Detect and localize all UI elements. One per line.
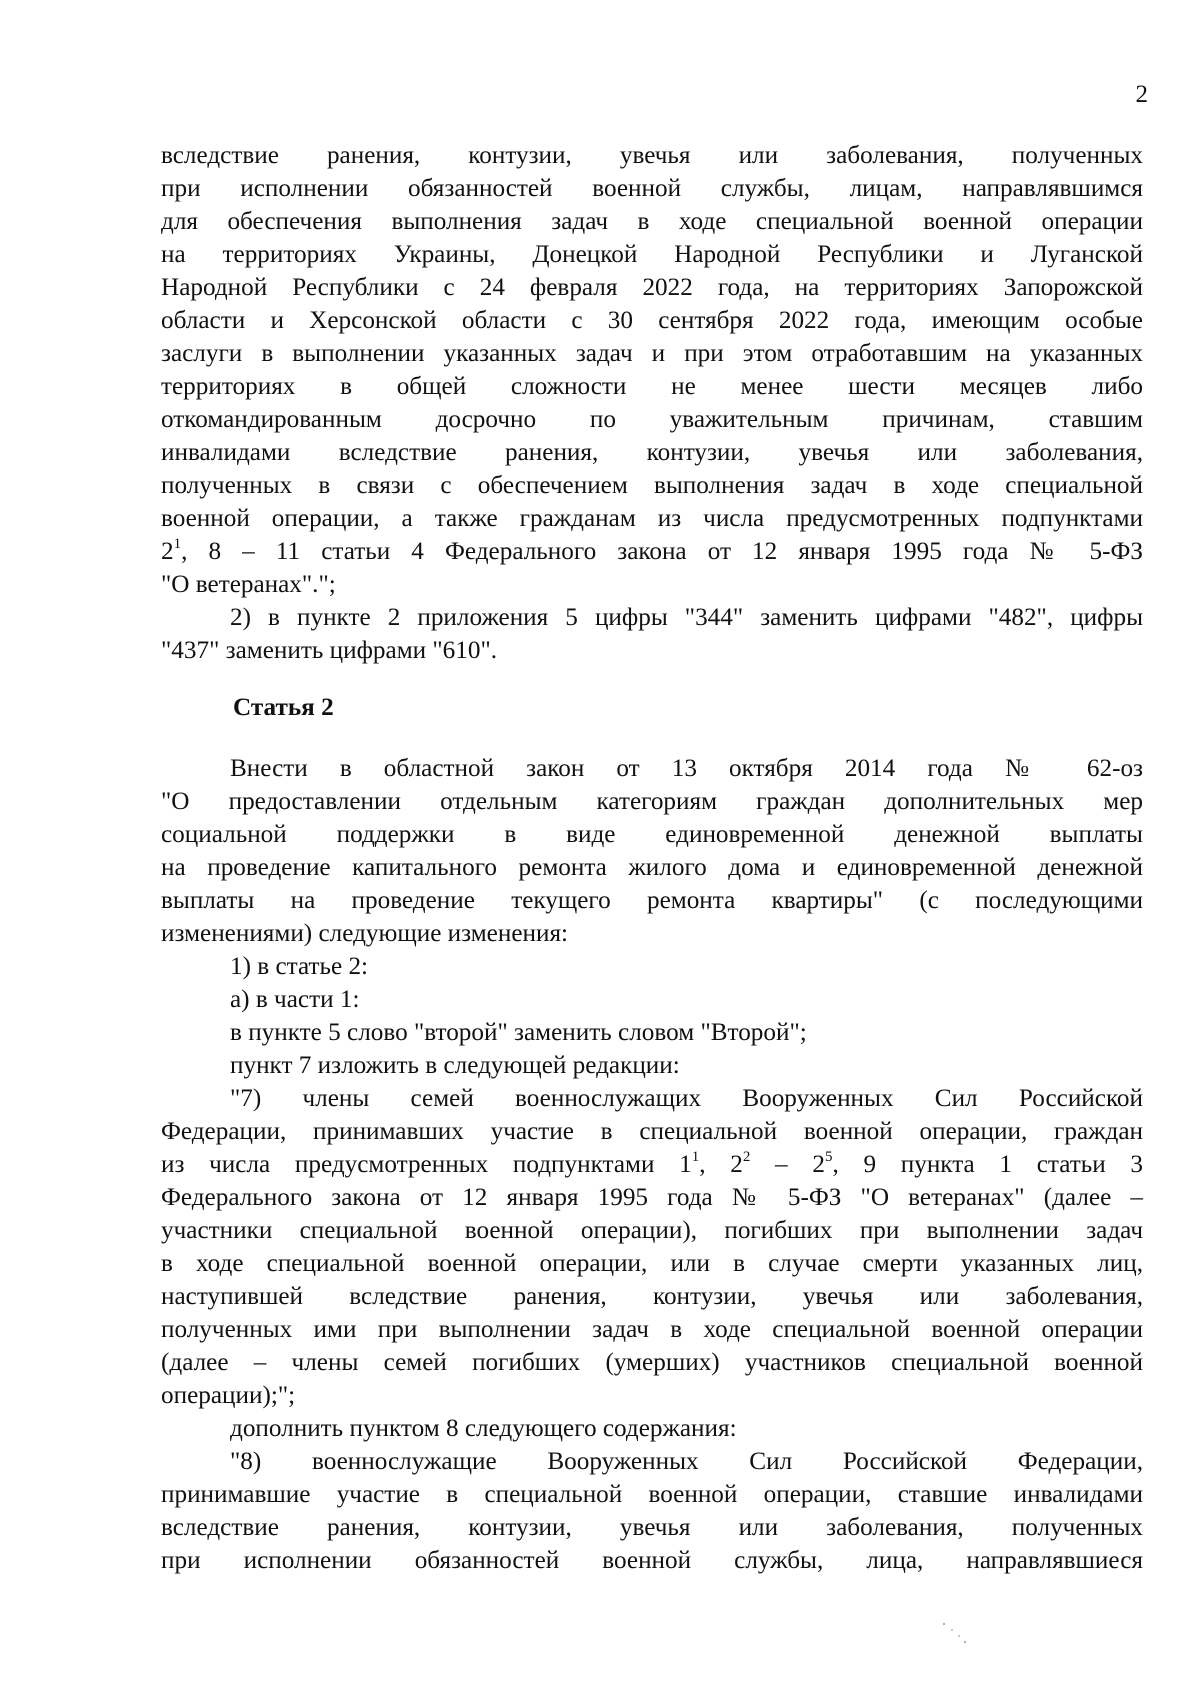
text-line: пункт 7 изложить в следующей редакции: xyxy=(230,1052,680,1079)
text-line: области и Херсонской области с 30 сентября 2022 года, имеющим особые xyxy=(161,307,1143,334)
text-line: (далее – члены семей погибших (умерших) участников специальной военной xyxy=(161,1349,1143,1376)
text-line: наступившей вследствие ранения, контузии, увечья или заболевания, xyxy=(161,1283,1143,1310)
text-line: в ходе специальной военной операции, или в случае смерти указанных лиц, xyxy=(161,1250,1143,1277)
text-line: Народной Республики с 24 февраля 2022 года, на территориях Запорожской xyxy=(161,274,1143,301)
text-line: военной операции, а также гражданам из числа предусмотренных подпунктами xyxy=(161,505,1143,532)
text-line: Федерального закона от 12 января 1995 года № 5-ФЗ "О ветеранах" (далее – xyxy=(161,1184,1143,1211)
text-line: в пункте 5 слово "второй" заменить словом "Второй"; xyxy=(230,1019,807,1046)
text-line: при исполнении обязанностей военной службы, лицам, направлявшимся xyxy=(161,175,1143,202)
text-line: территориях в общей сложности не менее шести месяцев либо xyxy=(161,373,1143,400)
text-line: принимавшие участие в специальной военной операции, ставшие инвалидами xyxy=(161,1481,1143,1508)
text-line: вследствие ранения, контузии, увечья или заболевания, полученных xyxy=(161,1514,1143,1541)
superscript-index: 1 xyxy=(691,1148,700,1165)
superscript-index: 1 xyxy=(173,535,182,552)
article-2-body xyxy=(161,752,1143,1577)
superscript-index: 2 xyxy=(742,1148,751,1165)
text-line: откомандированным досрочно по уважительным причинам, ставшим xyxy=(161,406,1143,433)
page-number: 2 xyxy=(1135,81,1148,108)
text-line: из числа предусмотренных подпунктами $1^1$, $2^2 - 2^5$, 9 пункта 1 статьи 3 xyxy=(161,1148,1144,1178)
text-line: "О ветеранах"."; xyxy=(161,571,336,598)
scan-specks xyxy=(940,1620,970,1650)
article-heading: Статья 2 xyxy=(233,694,334,721)
text-line: "437" заменить цифрами "610". xyxy=(161,637,498,664)
text-line: а) в части 1: xyxy=(230,986,360,1013)
text-line: 1) в статье 2: xyxy=(230,953,369,980)
text-line: заслуги в выполнении указанных задач и при этом отработавшим на указанных xyxy=(161,340,1143,367)
text-line: Федерации, принимавших участие в специальной военной операции, граждан xyxy=(161,1118,1143,1145)
text-line: Внести в областной закон от 13 октября 2014 года № 62-оз xyxy=(230,755,1143,782)
superscript-index: 5 xyxy=(824,1148,833,1165)
text-line: операции);"; xyxy=(161,1382,296,1409)
text-line: для обеспечения выполнения задач в ходе специальной военной операции xyxy=(161,208,1143,235)
text-line: при исполнении обязанностей военной службы, лица, направлявшиеся xyxy=(161,1547,1143,1574)
article-1-continuation xyxy=(161,139,1143,667)
text-line: на проведение капитального ремонта жилого дома и единовременной денежной xyxy=(161,854,1143,881)
text-line: инвалидами вследствие ранения, контузии, увечья или заболевания, xyxy=(161,439,1143,466)
text-line: выплаты на проведение текущего ремонта квартиры" (с последующими xyxy=(161,887,1143,914)
text-line: социальной поддержки в виде единовременной денежной выплаты xyxy=(161,821,1143,848)
text-line: полученных ими при выполнении задач в ходе специальной военной операции xyxy=(161,1316,1143,1343)
text-line: 2) в пункте 2 приложения 5 цифры "344" заменить цифрами "482", цифры xyxy=(230,604,1143,631)
text-line: вследствие ранения, контузии, увечья или заболевания, полученных xyxy=(161,142,1143,169)
text-line: участники специальной военной операции), погибших при выполнении задач xyxy=(161,1217,1143,1244)
text-line: "О предоставлении отдельным категориям граждан дополнительных мер xyxy=(161,788,1143,815)
text-line: полученных в связи с обеспечением выполнения задач в ходе специальной xyxy=(161,472,1143,499)
text-line: на территориях Украины, Донецкой Народной Республики и Луганской xyxy=(161,241,1143,268)
text-line: дополнить пунктом 8 следующего содержания: xyxy=(230,1415,737,1442)
text-line: $2^1$, 8 – 11 статьи 4 Федерального закона от 12 января 1995 года № 5-ФЗ xyxy=(161,535,1143,565)
text-line: "8) военнослужащие Вооруженных Сил Российской Федерации, xyxy=(230,1448,1143,1475)
text-line: "7) члены семей военнослужащих Вооруженных Сил Российской xyxy=(230,1085,1143,1112)
text-line: изменениями) следующие изменения: xyxy=(161,920,569,947)
